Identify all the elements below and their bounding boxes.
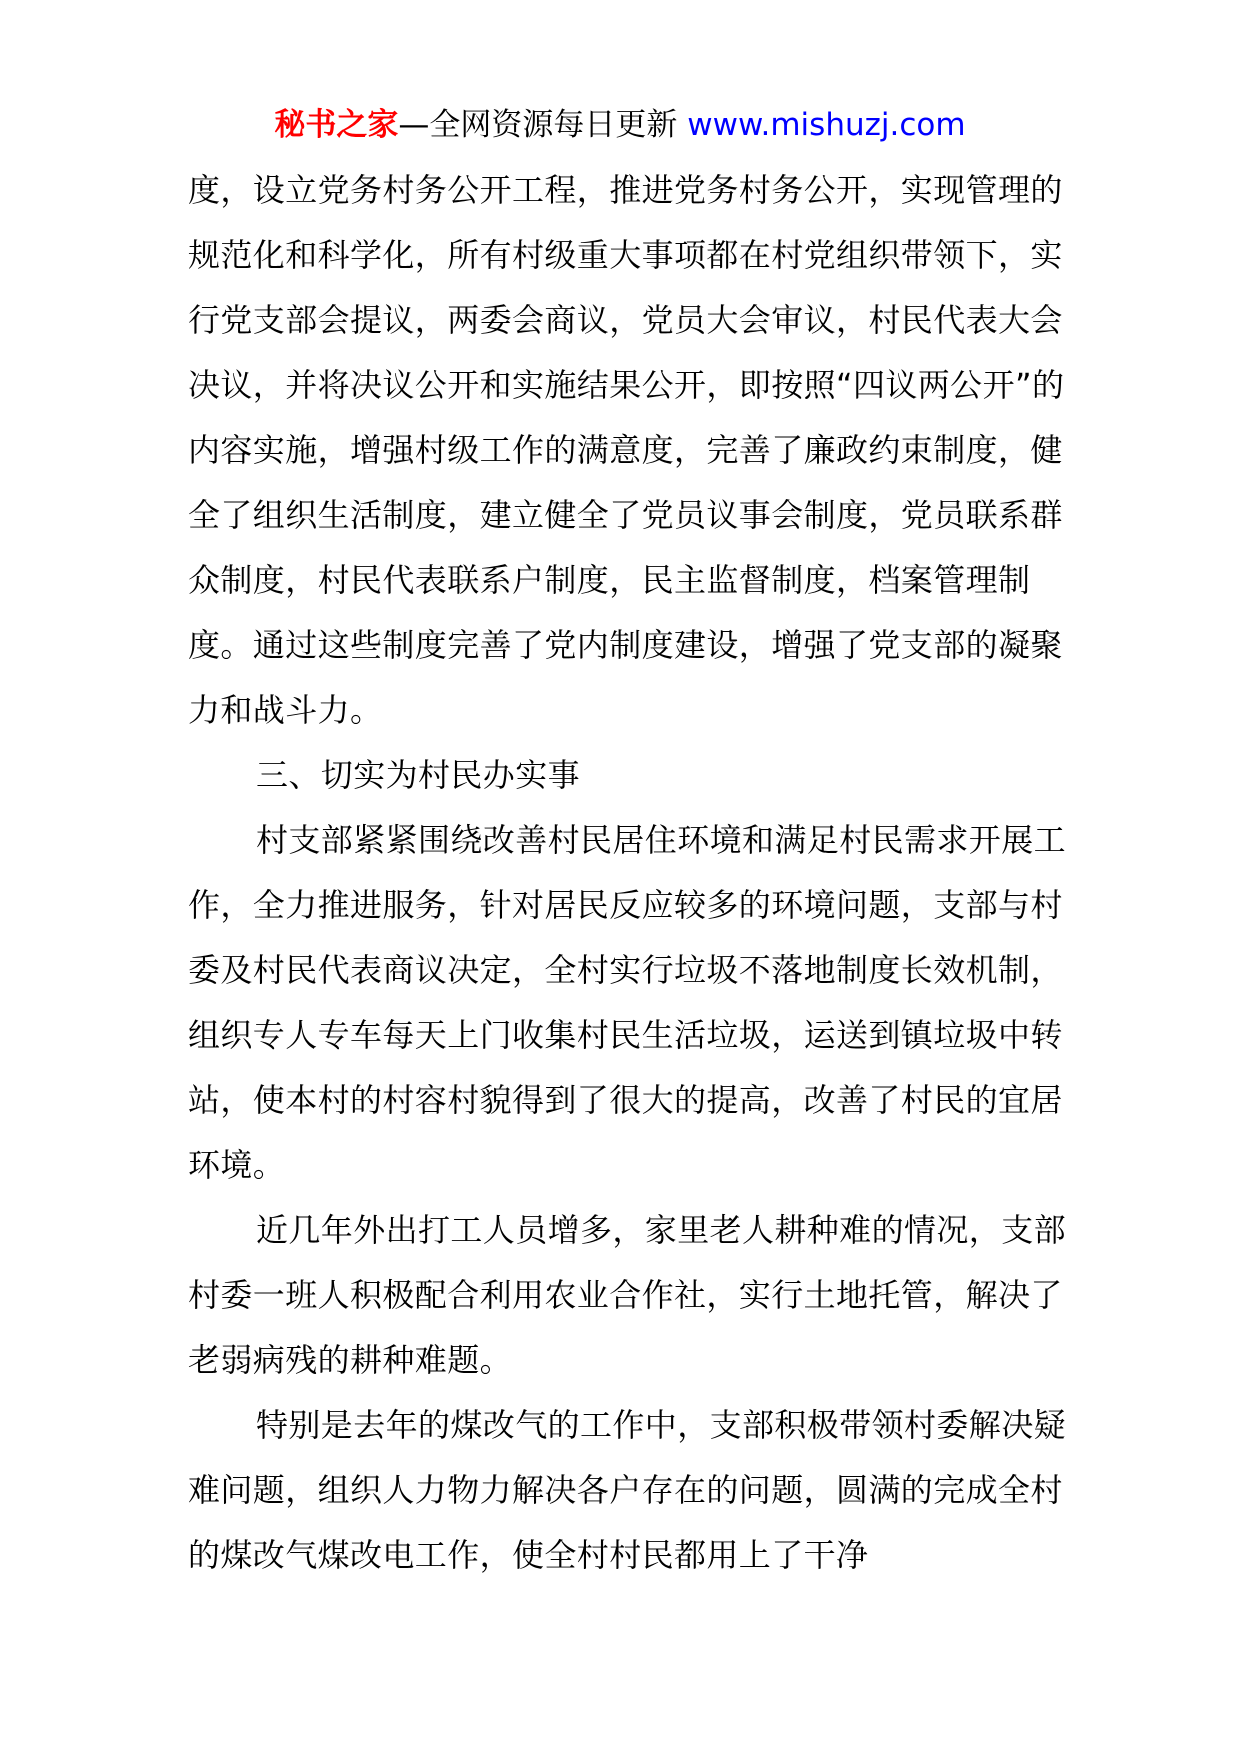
paragraph: 近几年外出打工人员增多，家里老人耕种难的情况，支部村委一班人积极配合利用农业合作社，实行土地托管，解决了老弱病残的耕种难题。 [188,1211,1067,1379]
paragraph-continuation: 度，设立党务村务公开工程，推进党务村务公开，实现管理的规范化和科学化，所有村级重大事项都在村党组织带领下，实行党支部会提议，两委会商议，党员大会审议，村民代表大会决议，并将决议公开和实施结果公开，即按照“四议两公开”的内容实施，增强村级工作的满意度，完善了廉政约束制度，健全了组织生活制度，建立健全了党员议事会制度，党员联系群众制度，村民代表联系户制度，民主监督制度，档案管理制度。通过这些制度完善了党内制度建设，增强了党支部的凝聚力和战斗力。 [188,171,1065,729]
paragraph: 村支部紧紧围绕改善村民居住环境和满足村民需求开展工作，全力推进服务，针对居民反应较多的环境问题，支部与村委及村民代表商议决定，全村实行垃圾不落地制度长效机制，组织专人专车每天上门收集村民生活垃圾，运送到镇垃圾中转站，使本村的村容村貌得到了很大的提高，改善了村民的宜居环境。 [188,821,1067,1184]
website-link[interactable]: www.mishuzj.com [687,107,966,143]
section-heading: 三、切实为村民办实事 [256,756,581,794]
document-body [188,158,1068,1588]
page-header [0,100,1240,150]
paragraph: 特别是去年的煤改气的工作中，支部积极带领村委解决疑难问题，组织人力物力解决各户存在的问题，圆满的完成全村的煤改气煤改电工作，使全村村民都用上了干净 [188,1406,1067,1574]
header-tagline: —全网资源每日更新 [398,107,688,143]
brand-name: 秘书之家 [274,107,399,143]
